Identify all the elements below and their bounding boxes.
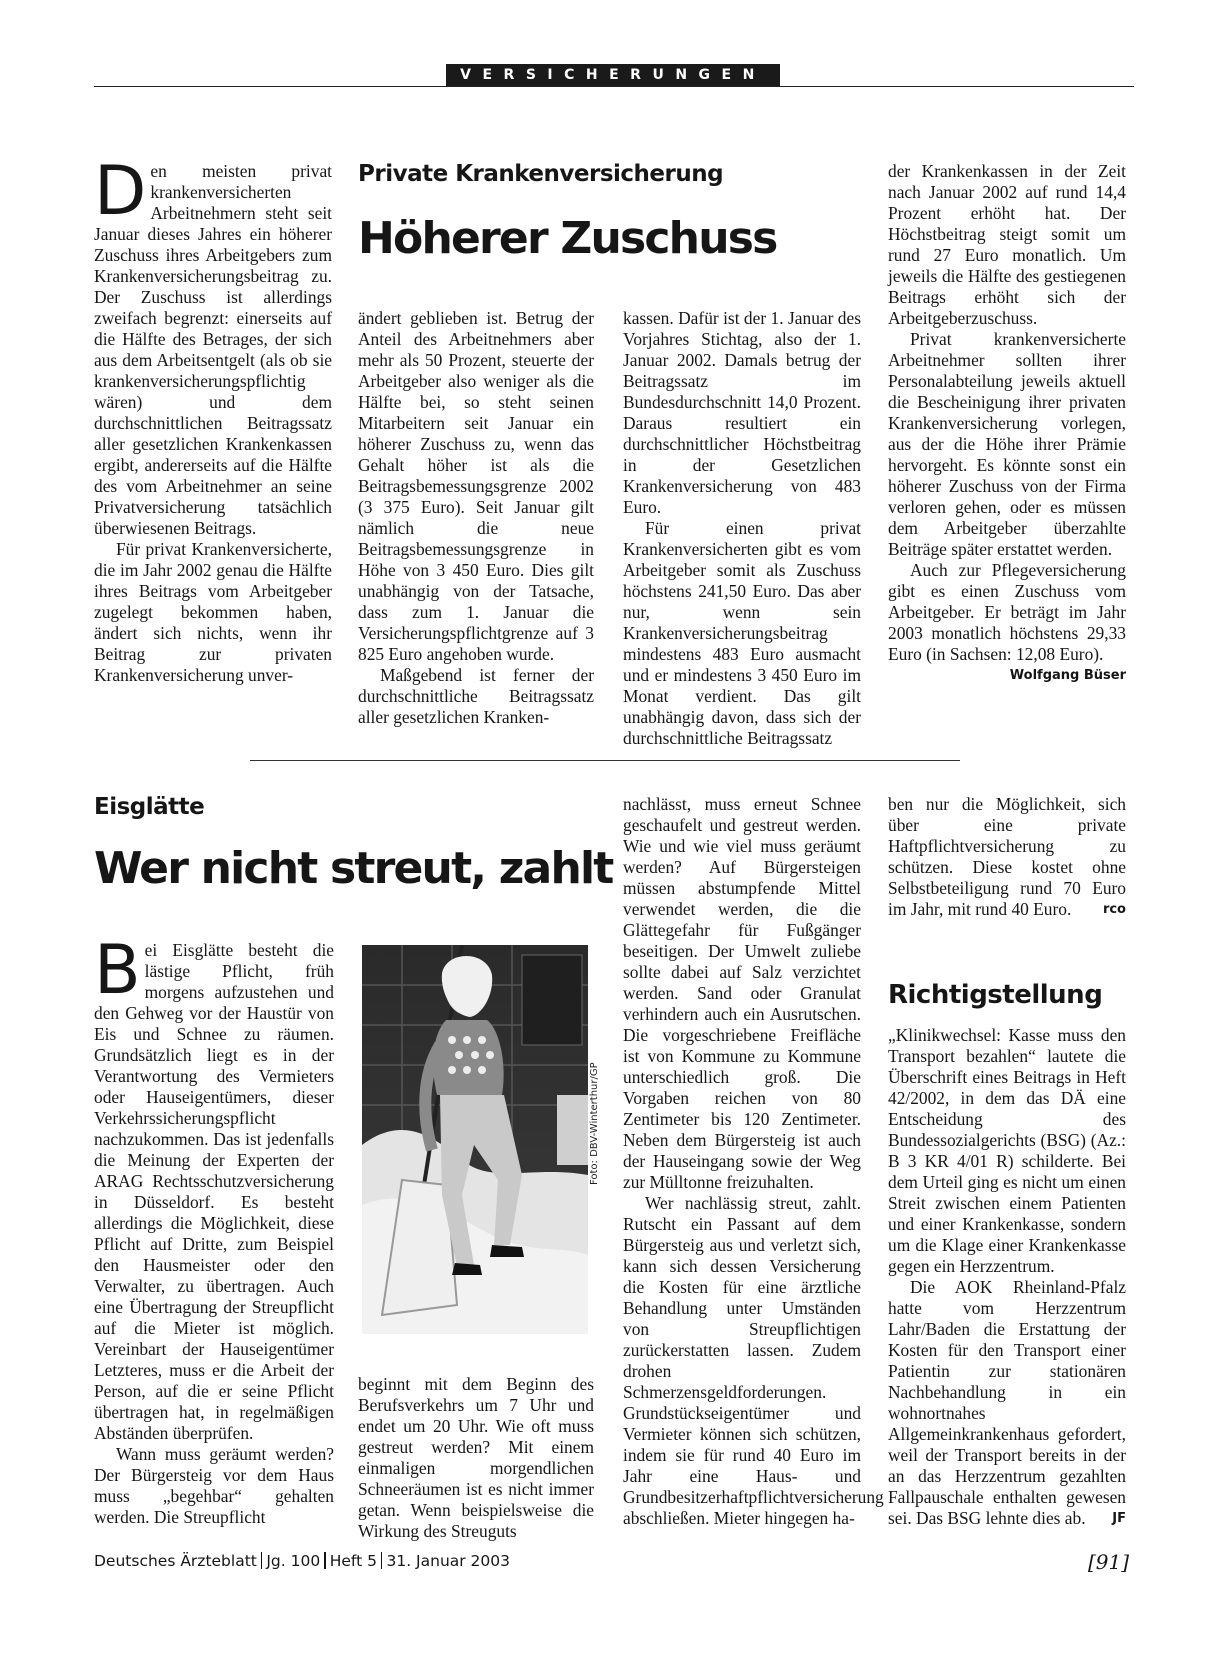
article1-column-3 — [623, 308, 861, 749]
paragraph: Privat krankenversicherte Arbeitnehmer sollten ihrer Personalabteilung jeweils aktuell die Bescheinigung ihrer privaten Krankenversicherung vorlegen, aus der die Höhe ihrer Prämie hervorgeht. Es könnte sonst ein höherer Zuschuss von der Firma verloren gehen, oder es müssen dem Arbeitgeber überzahlte Beiträge später erstattet werden. — [888, 329, 1126, 559]
paragraph — [888, 1277, 1126, 1529]
paragraph: Für einen privat Krankenversicherten gibt es vom Arbeitgeber somit als Zuschuss höchstens 241,50 Euro. Das aber nur, wenn sein Krankenversicherungsbeitrag mindestens 483 Euro ausmacht und er mindestens 3 450 Euro im Monat verdient. Das gilt unabhängig davon, dass sich der durchschnittliche Beitragssatz — [623, 518, 861, 748]
separator — [381, 1552, 383, 1569]
paragraph: Für privat Krankenversicherte, die im Jahr 2002 genau die Hälfte ihres Beitrags vom Arbeitgeber zugelegt bekommen haben, ändert sich nichts, wenn ihr Beitrag zur privaten Krankenversicherung unver- — [94, 539, 332, 685]
photo-woman-shoveling-snow — [362, 945, 588, 1334]
article1-column-4 — [888, 161, 1126, 686]
article-divider — [250, 760, 960, 761]
paragraph-text: ben nur die Möglichkeit, sich über eine private Haftpflichtversicherung zu schützen. Diese kostet ohne Selbstbeteiligung rund 70 Euro im Jahr, mit rund 40 Euro. — [888, 794, 1126, 919]
article2-column-3 — [623, 794, 884, 1529]
page-number: [91] — [1087, 1550, 1129, 1574]
drop-cap: D — [94, 152, 147, 231]
drop-cap: B — [94, 931, 141, 1010]
paragraph: ändert geblieben ist. Betrug der Anteil des Arbeitnehmers aber mehr als 50 Prozent, steuerte der Arbeitgeber also weniger als die Hälfte bei, so steht seinen Mitarbeitern seit Januar ein höherer Zuschuss zu, wenn das Gehalt höher ist als die Beitragsbemessungsgrenze 2002 (3 375 Euro). Seit Januar gilt nämlich die neue Beitragsbemessungsgrenze in Höhe von 3 450 Euro. Dies gilt unabhängig von der Tatsache, dass zum 1. Januar die Versicherungspflichtgrenze auf 3 825 Euro angehoben wurde. — [358, 308, 594, 664]
photo-credit: Foto: DBV-Winterthur/GP — [589, 1062, 600, 1185]
article2-kicker: Eisglätte — [94, 794, 205, 820]
author: rco — [1102, 902, 1126, 917]
page-footer — [94, 1550, 1129, 1574]
separator — [261, 1552, 263, 1569]
author: JF — [1112, 1511, 1126, 1526]
article3-body — [888, 1025, 1126, 1529]
paragraph: en meisten privat krankenversicherten Arbeitnehmern steht seit Januar dieses Jahres ein höherer Zuschuss ihres Arbeitgebers zum Krankenversicherungsbeitrag zu. Der Zuschuss ist allerdings zweifach begrenzt: einerseits auf die Hälfte des Betrages, der sich aus dem Arbeitsentgelt (als ob sie krankenversicherungspflichtig wären) und dem durchschnittlichen Beitragssatz aller gesetzlichen Krankenkassen ergibt, andererseits auf die Hälfte des vom Arbeitnehmer an seine Privatversicherung tatsächlich überwiesenen Beitrags. — [94, 161, 332, 538]
snow-shoveling-photo — [362, 945, 588, 1334]
article2-column-1 — [94, 931, 334, 1528]
issue: Heft 5 — [329, 1552, 377, 1570]
paragraph: ei Eisglätte besteht die lästige Pflicht, früh morgens aufzustehen und den Gehweg vor der Haustür von Eis und Schnee zu räumen. Grundsätzlich liegt es in der Verantwortung des Vermieters oder Hauseigentümers, dieser Verkehrssicherungspflicht nachzukommen. Das ist jedenfalls die Meinung der Experten der ARAG Rechtsschutzversicherung in Düsseldorf. Es besteht allerdings die Möglichkeit, diese Pflicht auf Dritte, zum Beispiel den Hausmeister oder den Verwalter, zu übertragen. Auch eine Übertragung der Streupflicht auf die Mieter ist möglich. Vereinbart der Hauseigentümer Letzteres, muss er die Arbeit der Person, auf die er seine Pflicht übertragen hat, in regelmäßigen Abständen überprüfen. — [94, 940, 334, 1443]
paragraph — [888, 794, 1126, 920]
issue-date: 31. Januar 2003 — [386, 1552, 511, 1570]
paragraph-text: Auch zur Pflegeversicherung gibt es einen Zuschuss vom Arbeitgeber. Er beträgt im Jahr 2003 monatlich höchstens 29,33 Euro (in Sachsen: 12,08 Euro). — [888, 560, 1126, 664]
paragraph: „Klinikwechsel: Kasse muss den Transport bezahlen“ lautete die Überschrift eines Beitrags in Heft 42/2002, in dem das DÄ eine Entscheidung des Bundessozialgerichts (BSG) (Az.: B 3 KR 4/01 R) schilderte. Bei dem Urteil ging es nicht um einen Streit zwischen einem Patienten und einer Krankenkasse, sondern um die Klage einer Krankenkasse gegen ein Herzzentrum. — [888, 1025, 1126, 1276]
article2-column-4 — [888, 794, 1126, 920]
article2-headline: Wer nicht streut, zahlt — [94, 843, 613, 894]
article1-column-1 — [94, 152, 332, 686]
paragraph: kassen. Dafür ist der 1. Januar des Vorjahres Stichtag, also der 1. Januar 2002. Damals betrug der Beitragssatz im Bundesdurchschnitt 14,0 Prozent. Daraus resultiert ein durchschnittlicher Höchstbeitrag in der Gesetzlichen Krankenversicherung von 483 Euro. — [623, 308, 861, 517]
journal-name: Deutsches Ärzteblatt — [94, 1552, 257, 1570]
paragraph: Maßgebend ist ferner der durchschnittliche Beitragssatz aller gesetzlichen Kranken- — [358, 665, 594, 727]
article1-kicker: Private Krankenversicherung — [358, 161, 724, 187]
author: Wolfgang Büser — [1009, 668, 1126, 683]
article2-column-2 — [358, 1374, 594, 1542]
paragraph-text: Die AOK Rheinland-Pfalz hatte vom Herzzentrum Lahr/Baden die Erstattung der Kosten für den Transport einer Patientin zur stationären Nachbehandlung in ein wohnortnahes Allgemeinkrankenhaus gefordert, weil der Transport bereits in der an das Herzzentrum gezahlten Fallpauschale enthalten gewesen sei. Das BSG lehnte dies ab. — [888, 1277, 1126, 1528]
paragraph: beginnt mit dem Beginn des Berufsverkehrs um 7 Uhr und endet um 20 Uhr. Wie oft muss gestreut werden? Mit einem einmaligen morgendlichen Schneeräumen ist es nicht immer getan. Wenn beispielsweise die Wirkung des Streuguts — [358, 1374, 594, 1541]
article3-headline: Richtigstellung — [888, 980, 1103, 1010]
section-rubric: VERSICHERUNGEN — [446, 64, 780, 87]
top-rule — [94, 86, 1134, 87]
paragraph: Wer nachlässig streut, zahlt. Rutscht ein Passant auf dem Bürgersteig aus und verletzt sich, kann sich dessen Versicherung die Kosten für eine ärztliche Behandlung unter Umständen von Streupflichtigen zurückerstatten lassen. Zudem drohen Schmerzensgeldforderungen. Grundstückseigentümer und Vermieter können sich schützen, indem sie für rund 40 Euro im Jahr eine Haus- und Grundbesitzerhaftpflichtversicherung abschließen. Mieter hingegen ha- — [623, 1193, 884, 1528]
separator — [324, 1552, 326, 1569]
article1-headline: Höherer Zuschuss — [358, 213, 777, 264]
volume: Jg. 100 — [266, 1552, 321, 1570]
paragraph — [888, 560, 1126, 683]
paragraph: nachlässt, muss erneut Schnee geschaufelt und gestreut werden. Wie und wie viel muss geräumt werden? Auf Bürgersteigen müssen abstumpfende Mittel verwendet werden, die die Glättegefahr für Fußgänger beseitigen. Der Umwelt zuliebe sollte dabei auf Salz verzichtet werden. Sand oder Granulat verhindern auch ein Ausrutschen. Die vorgeschriebene Freifläche ist von Kommune zu Kommune unterschiedlich groß. Die Vorgaben reichen von 80 Zentimeter bis 120 Zentimeter. Neben dem Bürgersteig ist auch der Hauseingang sowie der Weg zur Mülltonne freizuhalten. — [623, 794, 861, 1192]
paragraph: der Krankenkassen in der Zeit nach Januar 2002 auf rund 14,4 Prozent erhöht hat. Der Höchstbeitrag steigt somit um rund 27 Euro monatlich. Um jeweils die Hälfte des gestiegenen Beitrags erhöht sich der Arbeitgeberzuschuss. — [888, 161, 1126, 328]
article1-column-2 — [358, 308, 594, 728]
paragraph: Wann muss geräumt werden? Der Bürgersteig vor dem Haus muss „begehbar“ gehalten werden. Die Streupflicht — [94, 1444, 334, 1527]
